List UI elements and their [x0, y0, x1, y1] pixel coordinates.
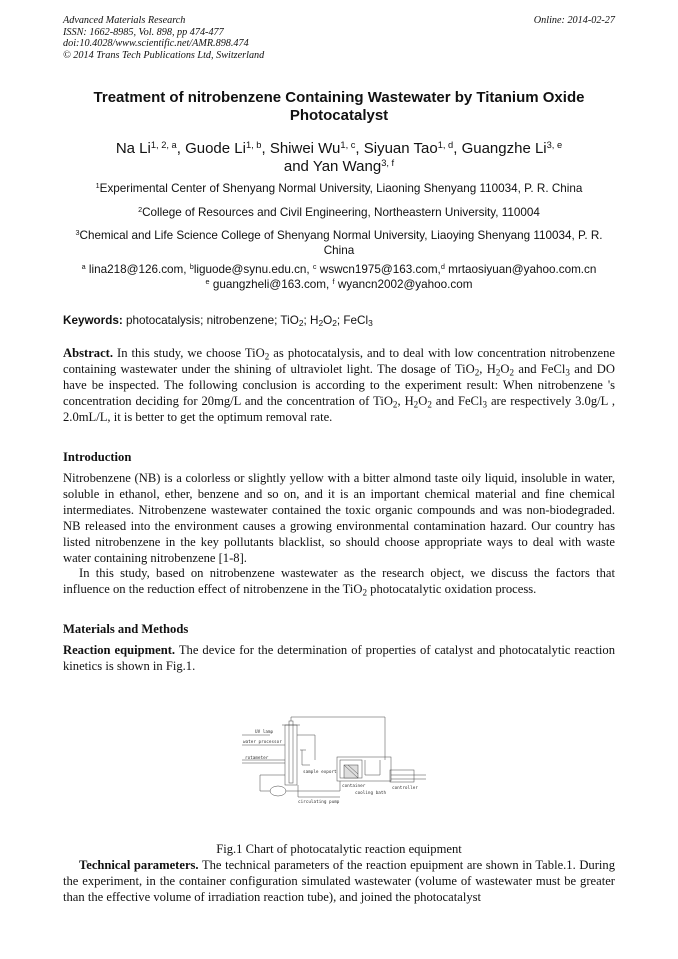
author-name: Yan Wang [312, 158, 382, 175]
author-name: Guangzhe Li [461, 140, 547, 157]
author-affiliation-mark: 3, e [546, 139, 563, 150]
cooling-bath-label: cooling bath [355, 791, 387, 796]
technical-parameters-label: Technical parameters. [79, 858, 199, 872]
email-link[interactable]: mrtaosiyuan@yahoo.com.cn [448, 263, 597, 276]
introduction-paragraph: Nitrobenzene (NB) is a colorless or slightly yellow with a bitter almond taste oily liquid, insoluble in water, soluble in ethanol, ether, benzene and so on, and it is an important chemical material and fine chemical intermediates. Nitrobenzene wastewater contained the toxic organic compounds and was non-biodegraded. NB released into the environment causes a growing environmental contamination hazard. Our country has listed nitrobenzene in the key pollutants blacklist, so should choose appropriate ways to deal with waste water containing nitrobenzene [1-8]. In this study, based on nitrobenzene wastewater as the research object, we discuss the factors that influence on the reduction effect of nitrobenzene in the TiO$_2$ photocatalytic oxidation process. [63, 471, 615, 598]
journal-header [63, 15, 615, 61]
author-affiliation-mark: 3, f [381, 157, 395, 168]
circulating-pump [270, 786, 286, 796]
journal-doi: doi:10.4028/www.scientific.net/AMR.898.474 [63, 38, 249, 49]
author-affiliation-mark: 1, d [437, 139, 454, 150]
email-link[interactable]: lina218@126.com, [88, 263, 187, 276]
reaction-equipment-paragraph: Reaction equipment. The device for the determination of properties of catalyst and photocatalytic reaction kinetics is shown in Fig.1. [63, 643, 615, 673]
affiliation-1: $^1$Experimental Center of Shenyang Normal University, Liaoning Shenyang 110034, P. R. China [95, 181, 583, 195]
uv-lamp-label: UV lamp [255, 730, 274, 735]
email-link[interactable]: wyancn2002@yahoo.com [337, 278, 473, 291]
keywords: Keywords: photocatalysis; nitrobenzene; TiO$_2$; $H_2O_2$; FeCl$_3$ [63, 314, 373, 329]
journal-name: Advanced Materials Research [63, 15, 186, 26]
introduction-paragraph-2: In this study, based on nitrobenzene wastewater as the research object, we discuss the factors that influence on the reduction effect of nitrobenzene in the TiO$_2$ photocatalytic oxidation process. [63, 566, 615, 598]
equipment-diagram [240, 715, 440, 810]
email-link[interactable]: wswcn1975@163.com, [319, 263, 441, 276]
sample-export-label: sample export [303, 770, 337, 775]
figure-caption: Fig.1 Chart of photocatalytic reaction equipment [216, 842, 462, 856]
abstract: Abstract. In this study, we choose TiO$_2$ as photocatalysis, and to deal with low concentration nitrobenzene containing wastewater under the shining of ultraviolet light. The dosage of TiO$_2$, $H_2O_2$ and FeCl$_3$ and DO have be inspected. The following conclusion is according to the experiment result: When nitrobenzene 's concentration deciding for 20mg/L and the concentration of TiO$_2$, $H_2O_2$ and FeCl$_3$ are respectively 3.0g/L , 2.0mL/L, it is better to get the optimum removal rate. [63, 346, 615, 424]
technical-parameters-paragraph: Technical parameters. The technical parameters of the reaction epuipment are shown in Table.1. During the experiment, in the container configuration simulated wastewater (volume of wastewater must be greater than the effective volume of irradiation reaction tube), and joined the photocatalyst [63, 858, 616, 904]
author-affiliation-mark: 1, c [340, 139, 356, 150]
author-name: Na Li [115, 140, 151, 157]
email-link[interactable]: liguode@synu.edu.cn, [193, 263, 310, 276]
journal-issn: ISSN: 1662-8985, Vol. 898, pp 474-477 [63, 26, 224, 38]
author-list: Na Li$^{1, 2, a}$, Guode Li$^{1, b}$, Shiwei Wu$^{1, c}$, Siyuan Tao$^{1, d}$, Guangzhe Li$^{3, e}$ and Yan Wang$^{3, f}$ [115, 139, 563, 175]
affiliation-2: $^2$College of Resources and Civil Engineering, Northeastern University, 110004 [138, 205, 540, 219]
author-name: Siyuan Tao [363, 140, 438, 157]
affiliation-3: $^3$Chemical and Life Science College of Shenyang Normal University, Liaoying Shenyang 110034, P. R. China [75, 228, 603, 257]
author-name: Guode Li [185, 140, 246, 157]
reaction-equipment-label: Reaction equipment. [63, 643, 176, 657]
uv-lamp [289, 721, 293, 783]
controller-box [390, 770, 414, 782]
author-affiliation-mark: 1, 2, a [150, 139, 177, 150]
author-name: Shiwei Wu [269, 140, 341, 157]
water-processor-label: water processor [243, 740, 282, 745]
keywords-label: Keywords: [63, 314, 123, 327]
section-heading-methods: Materials and Methods [63, 622, 189, 636]
reactor-tube [285, 725, 297, 785]
circulating-pump-label: circulating pump [298, 800, 340, 805]
controller-label: controller [392, 786, 418, 791]
rotameter-label: rotameter [245, 756, 269, 761]
journal-copyright: © 2014 Trans Tech Publications Ltd, Switzerland [63, 49, 265, 61]
author-emails: $^a$ lina218@126.com, $^b$liguode@synu.edu.cn, $^c$ wswcn1975@163.com,$^d$ mrtaosiyuan@yahoo.com.cn $^e$ guangzheli@163.com, $^f$ wyancn2002@yahoo.com [81, 262, 597, 291]
email-link[interactable]: guangzheli@163.com, [212, 278, 330, 291]
section-heading-introduction: Introduction [63, 450, 132, 464]
online-date: Online: 2014-02-27 [533, 15, 615, 26]
abstract-label: Abstract. [63, 346, 114, 360]
container-label: container [342, 784, 366, 789]
author-affiliation-mark: 1, b [245, 139, 262, 150]
paper-title: Treatment of nitrobenzene Containing Wastewater by Titanium Oxide Photocatalyst [93, 89, 585, 124]
